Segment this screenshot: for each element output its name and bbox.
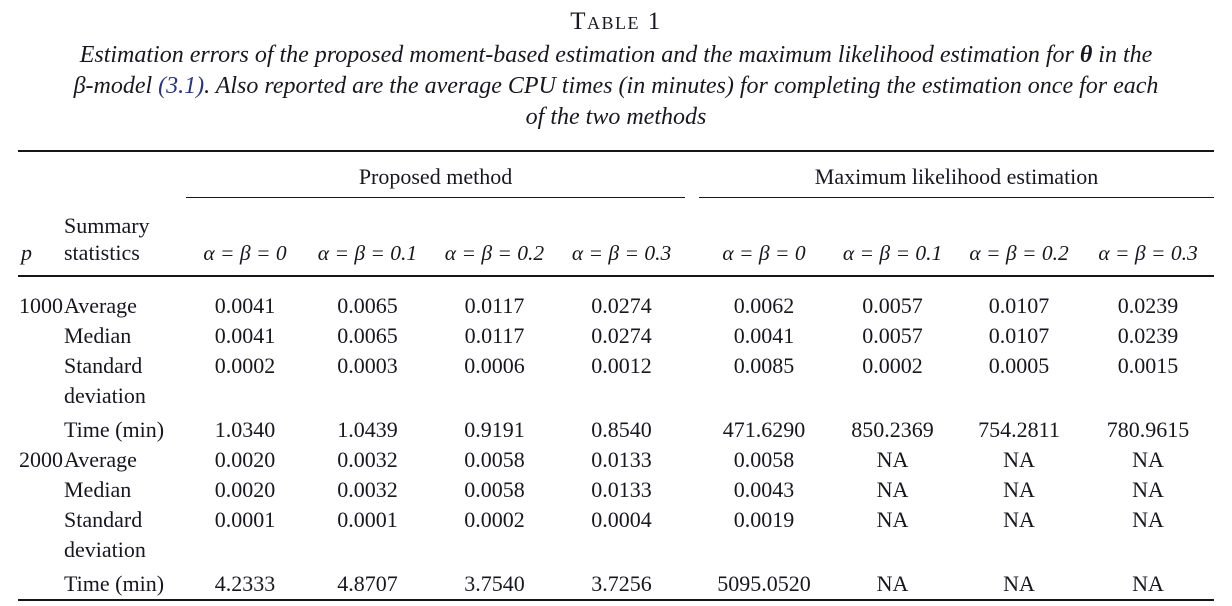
proposed-value-cell: 0.0041 xyxy=(214,323,276,348)
column-spacer-cell xyxy=(685,198,699,277)
proposed-value-cell: 0.0001 xyxy=(214,507,276,532)
spacer-cell xyxy=(685,505,699,565)
proposed-value-cell: 0.0117 xyxy=(464,293,525,318)
p-value-cell: 1000 xyxy=(19,293,63,318)
column-header-mle-ab02: α = β = 0.2 xyxy=(956,198,1082,277)
proposed-value-cell: 0.0020 xyxy=(214,447,276,472)
mle-value-cell: NA xyxy=(1003,571,1035,596)
column-header-mle-ab0: α = β = 0 xyxy=(699,198,829,277)
mle-value-cell: 0.0107 xyxy=(988,323,1050,348)
column-header-mle-ab03: α = β = 0.3 xyxy=(1082,198,1214,277)
mle-value-cell: NA xyxy=(1003,447,1035,472)
column-header-row xyxy=(18,198,1214,277)
mle-value-cell: 0.0239 xyxy=(1117,323,1179,348)
proposed-value-cell: 0.8540 xyxy=(591,417,652,442)
statistic-label-cell: Median xyxy=(64,477,132,502)
caption-line xyxy=(0,40,1232,71)
column-header-proposed-ab01: α = β = 0.1 xyxy=(304,198,431,277)
group-header-row xyxy=(18,151,1214,198)
proposed-value-cell: 0.0133 xyxy=(591,477,652,502)
mle-value-cell: NA xyxy=(1132,477,1164,502)
group-spacer-cell xyxy=(685,151,699,198)
statistic-label-cell: Time (min) xyxy=(64,571,165,596)
caption-line xyxy=(0,71,1232,102)
proposed-value-cell: 0.0274 xyxy=(591,293,652,318)
spacer-cell xyxy=(685,475,699,505)
proposed-value-cell: 1.0439 xyxy=(337,417,398,442)
caption-segment: . Also reported are the average CPU times (in minutes) for completing the estimation once for each xyxy=(204,73,1159,99)
spacer-cell xyxy=(685,351,699,411)
proposed-value-cell: 4.2333 xyxy=(214,571,276,596)
proposed-value-cell: 0.0012 xyxy=(591,353,652,378)
results-table-body xyxy=(18,276,1214,600)
proposed-value-cell: 0.0003 xyxy=(337,353,398,378)
p-value-cell xyxy=(18,411,64,445)
mle-value-cell: NA xyxy=(876,447,909,472)
proposed-value-cell: 0.0117 xyxy=(464,323,525,348)
mle-value-cell: 0.0005 xyxy=(988,353,1050,378)
table-row xyxy=(18,475,1214,505)
column-header-proposed-ab0: α = β = 0 xyxy=(186,198,304,277)
caption-segment: β-model xyxy=(73,73,159,99)
mle-value-cell: 0.0085 xyxy=(733,353,795,378)
mle-value-cell: NA xyxy=(876,507,909,532)
proposed-value-cell: 3.7540 xyxy=(464,571,525,596)
mle-value-cell: 0.0239 xyxy=(1117,293,1179,318)
p-value-cell: 2000 xyxy=(19,447,63,472)
mle-value-cell: NA xyxy=(1003,507,1035,532)
mle-value-cell: 0.0041 xyxy=(733,323,795,348)
mle-value-cell: 0.0002 xyxy=(862,353,923,378)
proposed-value-cell: 0.0002 xyxy=(464,507,525,532)
proposed-value-cell: 0.0065 xyxy=(337,293,398,318)
statistic-label-cell: Average xyxy=(64,447,137,472)
mle-value-cell: NA xyxy=(1132,447,1164,472)
caption-segment: of the two methods xyxy=(525,104,707,130)
statistic-label-cell: Average xyxy=(64,293,137,318)
column-header-summary-statistics: Summary statistics xyxy=(64,198,186,277)
statistic-label-cell: Median xyxy=(64,323,132,348)
table-row xyxy=(18,276,1214,321)
spacer-cell xyxy=(685,321,699,351)
p-value-cell xyxy=(18,321,64,351)
mle-value-cell: NA xyxy=(1132,507,1164,532)
table-row xyxy=(18,351,1214,411)
mle-value-cell: NA xyxy=(876,571,909,596)
proposed-value-cell: 0.0020 xyxy=(214,477,276,502)
equation-ref-link[interactable]: (3.1) xyxy=(158,73,205,99)
table-row xyxy=(18,411,1214,445)
proposed-value-cell: 0.0065 xyxy=(337,323,398,348)
spacer-cell xyxy=(685,565,699,600)
mle-value-cell: 0.0057 xyxy=(862,293,923,318)
mle-value-cell: 0.0019 xyxy=(733,507,795,532)
p-value-cell xyxy=(18,505,64,565)
statistic-label-cell: Time (min) xyxy=(64,417,165,442)
proposed-value-cell: 4.8707 xyxy=(337,571,398,596)
mle-value-cell: 850.2369 xyxy=(851,417,934,442)
blank-header-cell xyxy=(18,151,186,198)
p-value-cell xyxy=(18,565,64,600)
mle-value-cell: 0.0015 xyxy=(1117,353,1179,378)
mle-value-cell: 0.0062 xyxy=(733,293,795,318)
proposed-value-cell: 0.0274 xyxy=(591,323,652,348)
table-row xyxy=(18,445,1214,475)
mle-value-cell: NA xyxy=(1003,477,1035,502)
table-row xyxy=(18,565,1214,600)
proposed-value-cell: 0.9191 xyxy=(464,417,525,442)
mle-value-cell: 754.2811 xyxy=(978,417,1060,442)
proposed-value-cell: 0.0041 xyxy=(214,293,276,318)
proposed-value-cell: 0.0058 xyxy=(464,477,525,502)
column-header-proposed-ab02: α = β = 0.2 xyxy=(431,198,558,277)
proposed-value-cell: 0.0058 xyxy=(464,447,525,472)
p-value-cell xyxy=(18,475,64,505)
mle-value-cell: NA xyxy=(1132,571,1164,596)
theta-symbol: θ xyxy=(1079,42,1093,68)
proposed-value-cell: 0.0001 xyxy=(337,507,398,532)
mle-value-cell: NA xyxy=(876,477,909,502)
mle-value-cell: 780.9615 xyxy=(1106,417,1190,442)
spacer-cell xyxy=(685,411,699,445)
proposed-value-cell: 1.0340 xyxy=(214,417,276,442)
proposed-value-cell: 0.0006 xyxy=(464,353,525,378)
proposed-value-cell: 0.0002 xyxy=(214,353,276,378)
spacer-cell xyxy=(685,276,699,321)
mle-value-cell: 0.0107 xyxy=(988,293,1050,318)
proposed-value-cell: 0.0032 xyxy=(337,447,398,472)
statistic-label-cell: Standard deviation xyxy=(64,507,146,562)
proposed-value-cell: 0.0133 xyxy=(591,447,652,472)
column-header-p: p xyxy=(18,198,64,277)
group-header-proposed: Proposed method xyxy=(186,151,685,198)
proposed-value-cell: 0.0004 xyxy=(591,507,652,532)
table-caption xyxy=(0,40,1232,133)
mle-value-cell: 471.6290 xyxy=(722,417,806,442)
p-value-cell xyxy=(18,351,64,411)
spacer-cell xyxy=(685,445,699,475)
table-row xyxy=(18,321,1214,351)
table-row xyxy=(18,505,1214,565)
mle-value-cell: 0.0057 xyxy=(862,323,923,348)
statistic-label-cell: Standard deviation xyxy=(64,353,146,408)
column-header-mle-ab01: α = β = 0.1 xyxy=(829,198,956,277)
proposed-value-cell: 3.7256 xyxy=(591,571,652,596)
proposed-value-cell: 0.0032 xyxy=(337,477,398,502)
column-header-proposed-ab03: α = β = 0.3 xyxy=(558,198,685,277)
caption-segment: Estimation errors of the proposed moment-based estimation and the maximum likelihood estimation for xyxy=(79,42,1080,68)
mle-value-cell: 5095.0520 xyxy=(717,571,811,596)
table-header xyxy=(18,151,1214,276)
mle-value-cell: 0.0043 xyxy=(733,477,795,502)
results-table xyxy=(18,150,1214,601)
caption-segment: in the xyxy=(1092,42,1153,68)
group-header-mle: Maximum likelihood estimation xyxy=(699,151,1214,198)
mle-value-cell: 0.0058 xyxy=(733,447,795,472)
caption-line xyxy=(0,102,1232,133)
table-title: Table 1 xyxy=(570,8,662,35)
